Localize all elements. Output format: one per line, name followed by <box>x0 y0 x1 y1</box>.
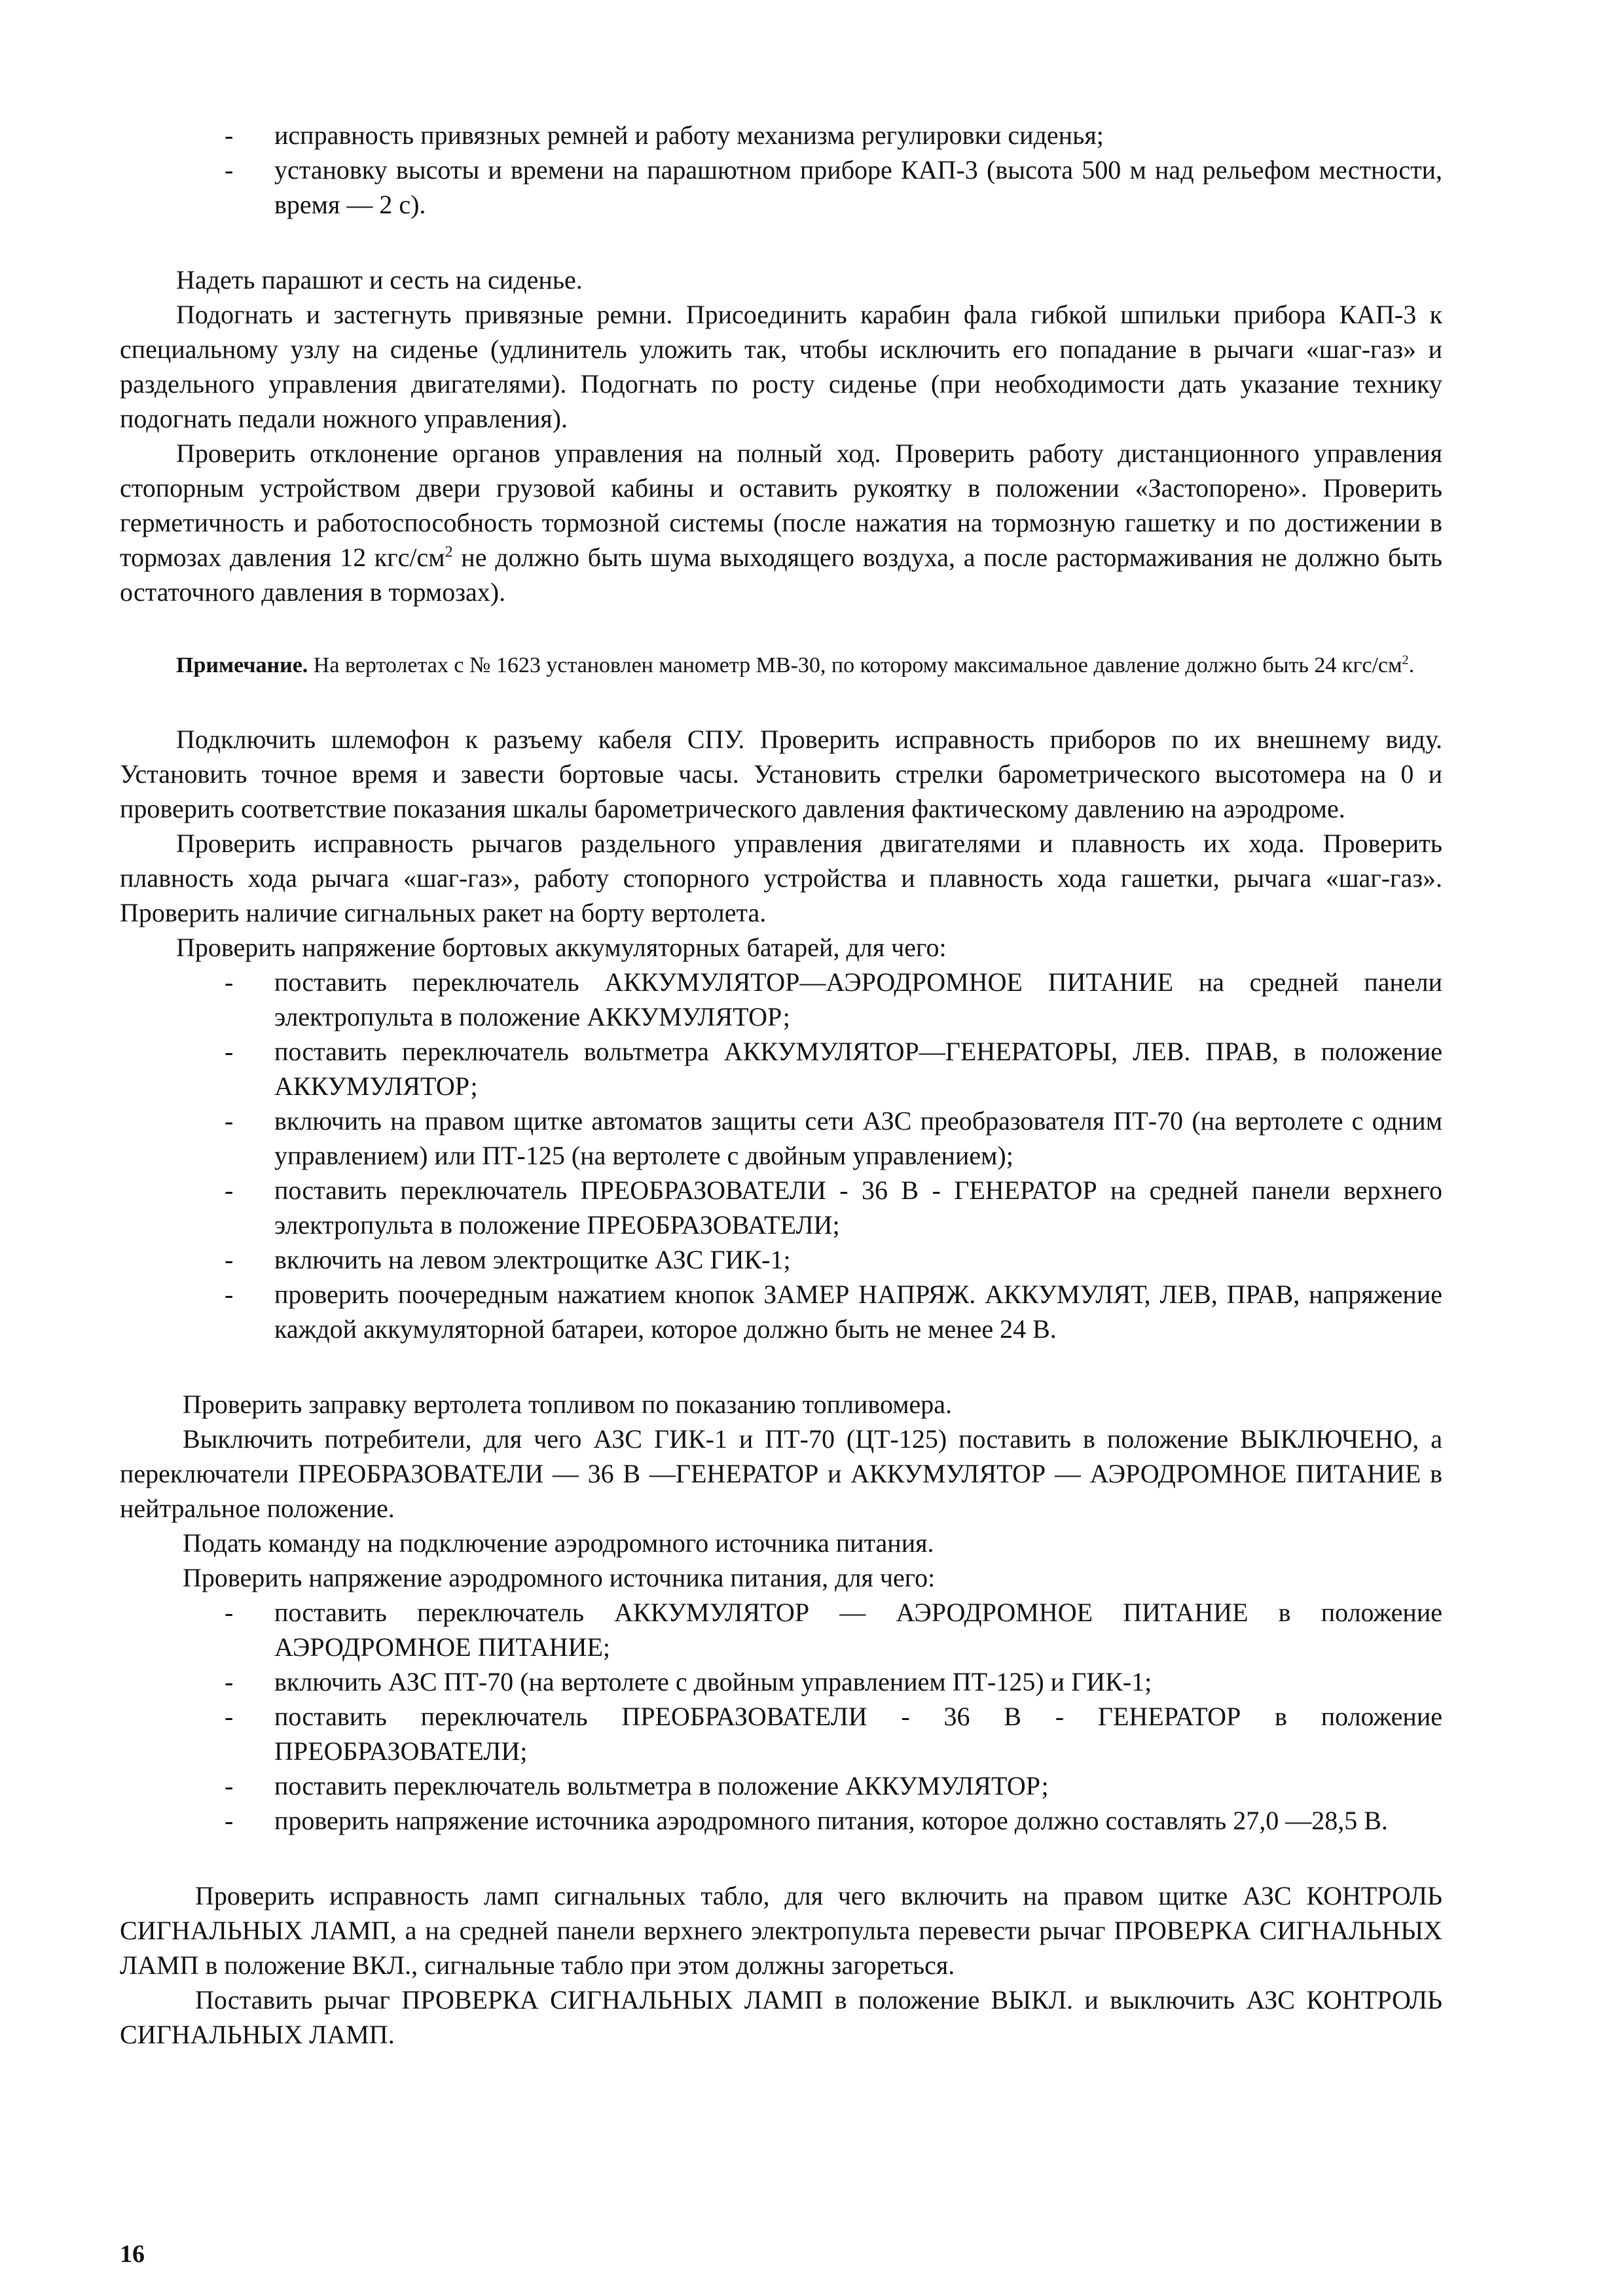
paragraph-switch-off: Выключить потребители, для чего АЗС ГИК-1 и ПТ-70 (ЦТ-125) поставить в положение ВЫКЛЮЧЕНО, а переключатели ПРЕОБРАЗОВАТЕЛИ — 36 В —ГЕНЕРАТОР и АККУМУЛЯТОР — АЭРОДРОМНОЕ ПИТАНИЕ в нейтральное положение. <box>120 1424 1442 1523</box>
checklist-belts-kap3 <box>120 118 1442 222</box>
page-body <box>120 118 1442 2052</box>
page-number: 16 <box>120 2240 145 2268</box>
list-item: - включить на правом щитке автоматов защиты сети АЗС преобразователя ПТ-70 (на вертолете с одним управлением) или ПТ-125 (на вертолете с двойным управлением); <box>225 1106 1442 1170</box>
list-item: - поставить переключатель вольтметра в положение АККУМУЛЯТОР; <box>225 1771 1049 1801</box>
note-paragraph: Примечание. На вертолетах с № 1623 установлен манометр МВ-30, по которому максимальное давление должно быть 24 кгс/$см^2$. <box>176 653 1415 677</box>
paragraph-fuel-check: Проверить заправку вертолета топливом по показанию топливомера. <box>183 1390 953 1419</box>
paragraph-adjust-belts: Подогнать и застегнуть привязные ремни. Присоединить карабин фала гибкой шпильки прибора КАП-3 к специальному узлу на сиденье (удлинитель уложить так, чтобы исключить его попадание в рычаги «шаг-газ» и раздельного управления двигателями). Подогнать по росту сиденье (при необходимости дать указание технику подогнать педали ножного управления). <box>120 300 1442 433</box>
list-item: - поставить переключатель ПРЕОБРАЗОВАТЕЛИ - 36 В - ГЕНЕРАТОР в положение ПРЕОБРАЗОВАТЕЛИ; <box>225 1702 1442 1766</box>
list-item: - включить на левом электрощитке АЗС ГИК-1; <box>225 1245 791 1274</box>
paragraph-ground-power-check: Проверить напряжение аэродромного источника питания, для чего: <box>183 1563 936 1592</box>
paragraph-lamp-check: Проверить исправность ламп сигнальных табло, для чего включить на правом щитке АЗС КОНТРОЛЬ СИГНАЛЬНЫХ ЛАМП, а на средней панели верхнего электропульта перевести рычаг ПРОВЕРКА СИГНАЛЬНЫХ ЛАМП в положение ВКЛ., сигнальные табло при этом должны загореться. <box>120 1881 1442 1980</box>
list-item: - поставить переключатель вольтметра АККУМУЛЯТОР—ГЕНЕРАТОРЫ, ЛЕВ. ПРАВ, в положение АККУМУЛЯТОР; <box>225 1037 1442 1101</box>
checklist-battery-voltage <box>120 965 1442 1346</box>
checklist-ground-power <box>120 1595 1442 1838</box>
paragraph-check-controls: Проверить отклонение органов управления на полный ход. Проверить работу дистанционного управления стопорным устройством двери грузовой кабины и оставить рукоятку в положении «Застопорено». Проверить герметичность и работоспособность тормозной системы (после нажатия на тормозную гашетку и по достижении в тормозах давления 12 кгс/$см^2$ не должно быть шума выходящего воздуха, а после растормаживания не должно быть остаточного давления в тормозах). <box>120 439 1442 607</box>
paragraph-headset: Подключить шлемофон к разъему кабеля СПУ. Проверить исправность приборов по их внешнему виду. Установить точное время и завести бортовые часы. Установить стрелки барометрического высотомера на 0 и проверить соответствие показания шкалы барометрического давления фактическому давлению на аэродроме. <box>120 725 1442 823</box>
note-label: Примечание. <box>176 653 308 677</box>
list-item: - включить АЗС ПТ-70 (на вертолете с двойным управлением ПТ-125) и ГИК-1; <box>225 1667 1152 1696</box>
paragraph-levers: Проверить исправность рычагов раздельного управления двигателями и плавность их хода. Проверить плавность хода рычага «шаг-газ», работу стопорного устройства и плавность хода гашетки, рычага «шаг-газ». Проверить наличие сигнальных ракет на борту вертолета. <box>120 829 1442 927</box>
paragraph-ground-power-command: Подать команду на подключение аэродромного источника питания. <box>183 1528 934 1558</box>
paragraph-battery-check: Проверить напряжение бортовых аккумуляторных батарей, для чего: <box>176 933 947 962</box>
list-item: - исправность привязных ремней и работу механизма регулировки сиденья; <box>225 120 1104 150</box>
list-item: - проверить поочередным нажатием кнопок ЗАМЕР НАПРЯЖ. АККУМУЛЯТ, ЛЕВ, ПРАВ, напряжение каждой аккумуляторной батареи, которое должно быть не менее 24 В. <box>225 1280 1442 1344</box>
list-item: - установку высоты и времени на парашютном приборе КАП-3 (высота 500 м над рельефом местности, время — 2 с). <box>225 155 1442 219</box>
list-item: - поставить переключатель АККУМУЛЯТОР—АЭРОДРОМНОЕ ПИТАНИЕ на средней панели электропульта в положение АККУМУЛЯТОР; <box>225 967 1442 1031</box>
list-item: - проверить напряжение источника аэродромного питания, которое должно составлять 27,0 —28,5 В. <box>225 1806 1388 1835</box>
list-item: - поставить переключатель АККУМУЛЯТОР — АЭРОДРОМНОЕ ПИТАНИЕ в положение АЭРОДРОМНОЕ ПИТАНИЕ; <box>225 1598 1442 1662</box>
paragraph-lamp-off: Поставить рычаг ПРОВЕРКА СИГНАЛЬНЫХ ЛАМП в положение ВЫКЛ. и выключить АЗС КОНТРОЛЬ СИГНАЛЬНЫХ ЛАМП. <box>120 1985 1442 2049</box>
list-item: - поставить переключатель ПРЕОБРАЗОВАТЕЛИ - 36 В - ГЕНЕРАТОР на средней панели верхнего электропульта в положение ПРЕОБРАЗОВАТЕЛИ; <box>225 1175 1442 1240</box>
paragraph-put-on-parachute: Надеть парашют и сесть на сиденье. <box>176 265 583 295</box>
